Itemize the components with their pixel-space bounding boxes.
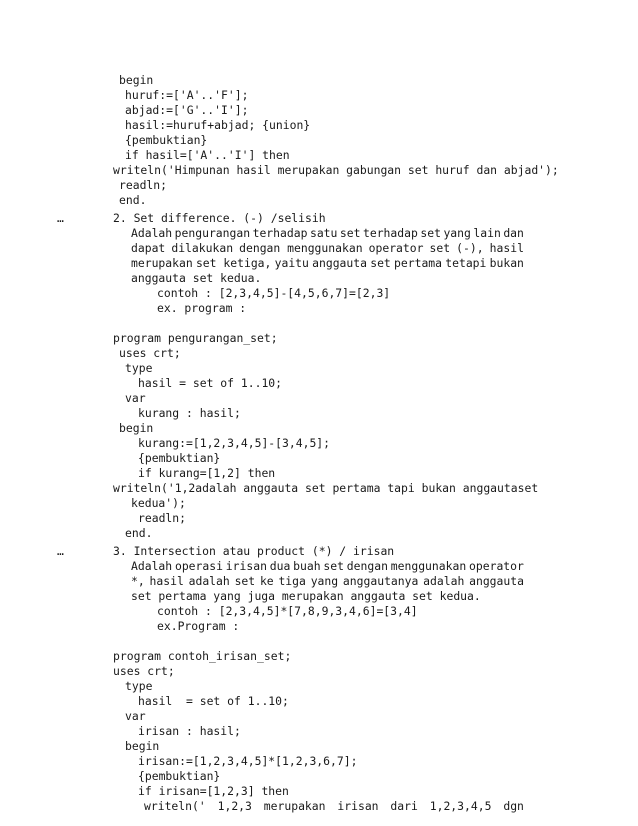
- code-line: uses crt;: [113, 664, 175, 678]
- code-line: type: [125, 361, 153, 375]
- code-line: readln;: [119, 178, 168, 192]
- section-heading: 2. Set difference. (-) /selisih: [113, 211, 326, 225]
- paragraph-line: merupakan set ketiga, yaitu anggauta set pertama tetapi bukan: [131, 256, 524, 270]
- code-line: program contoh_irisan_set;: [113, 649, 292, 663]
- code-line: huruf:=['A'..'F'];: [125, 88, 249, 102]
- code-line: hasil = set of 1..10;: [138, 694, 289, 708]
- code-line: var: [125, 391, 146, 405]
- code-line: writeln('Himpunan hasil merupakan gabungan set huruf dan abjad');: [113, 163, 559, 177]
- code-line: hasil:=huruf+abjad; {union}: [125, 118, 311, 132]
- paragraph-line: Adalah operasi irisan dua buah set dengan menggunakan operator: [131, 559, 524, 573]
- list-marker: …: [57, 544, 64, 558]
- code-line: writeln('1,2 adalah anggauta set pertama tapi bukan anggauta set: [113, 481, 539, 495]
- code-line: end.: [119, 193, 147, 207]
- code-line: if hasil=['A'..'I'] then: [125, 148, 290, 162]
- example-label: ex. program :: [157, 301, 247, 315]
- example-line: contoh : [2,3,4,5]*[7,8,9,3,4,6]=[3,4]: [157, 604, 418, 618]
- paragraph-line: anggauta set kedua.: [131, 271, 262, 285]
- example-line: contoh : [2,3,4,5]-[4,5,6,7]=[2,3]: [157, 286, 391, 300]
- list-marker: …: [57, 211, 64, 225]
- code-line: abjad:=['G'..'I'];: [125, 103, 249, 117]
- paragraph-line: dapat dilakukan dengan menggunakan operator set (-), hasil: [131, 241, 524, 255]
- code-line: writeln(' 1,2,3 merupakan irisan dari 1,2,3,4,5 dgn: [144, 799, 524, 813]
- paragraph-line: Adalah pengurangan terhadap satu set terhadap set yang lain dan: [131, 226, 524, 240]
- code-line: kedua');: [131, 496, 186, 510]
- code-line: readln;: [138, 511, 187, 525]
- paragraph-line: *, hasil adalah set ke tiga yang anggautanya adalah anggauta: [131, 574, 524, 588]
- code-line: end.: [125, 526, 153, 540]
- code-line: {pembuktian}: [125, 133, 208, 147]
- code-line: program pengurangan_set;: [113, 331, 278, 345]
- code-line: irisan : hasil;: [138, 724, 241, 738]
- code-line: irisan:=[1,2,3,4,5]*[1,2,3,6,7];: [138, 754, 358, 768]
- code-line: hasil = set of 1..10;: [138, 376, 283, 390]
- code-line: begin: [119, 421, 154, 435]
- code-line: kurang:=[1,2,3,4,5]-[3,4,5];: [138, 436, 331, 450]
- code-line: {pembuktian}: [138, 451, 221, 465]
- code-line: uses crt;: [119, 346, 181, 360]
- code-line: {pembuktian}: [138, 769, 221, 783]
- code-line: type: [125, 679, 153, 693]
- paragraph-line: set pertama yang juga merupakan anggauta set kedua.: [131, 589, 481, 603]
- section-heading: 3. Intersection atau product (*) / irisan: [113, 544, 395, 558]
- code-line: var: [125, 709, 146, 723]
- code-line: begin: [119, 73, 154, 87]
- code-line: kurang : hasil;: [138, 406, 241, 420]
- code-line: begin: [125, 739, 160, 753]
- example-label: ex.Program :: [157, 619, 240, 633]
- code-line: if kurang=[1,2] then: [138, 466, 276, 480]
- code-line: if irisan=[1,2,3] then: [138, 784, 289, 798]
